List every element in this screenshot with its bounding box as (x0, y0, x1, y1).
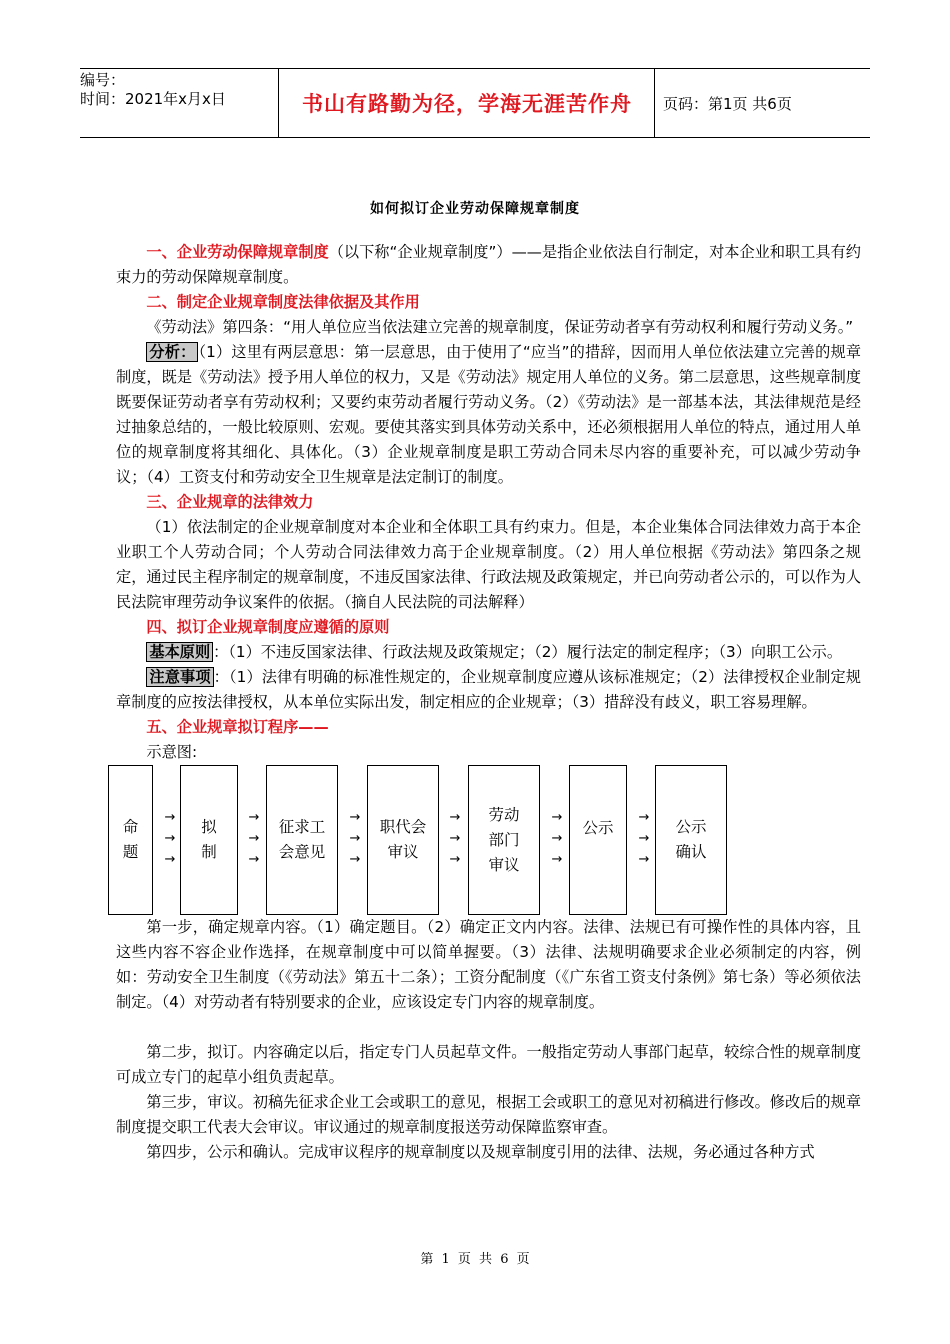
flow-box-7: 公示 确认 (655, 765, 727, 915)
time-label: 时间：2021年x月x日 (80, 90, 226, 108)
analysis-label: 分析： (146, 342, 198, 362)
flow-box-3: 征求工 会意见 (266, 765, 338, 915)
document-title: 如何拟订企业劳动保障规章制度 (370, 201, 580, 217)
section-3-text: （1）依法制定的企业规章制度对本企业和全体职工具有约束力。但是，本企业集体合同法律效力高于本企业职工个人劳动合同；个人劳动合同法律效力高于企业规章制度。（2）用人单位根据《劳动法》第四条之规定，通过民主程序制定的规章制度，不违反国家法律、行政法规及政策规定，并已向劳动者公示的，可以作为人民法院审理劳动争议案件的依据。（摘自人民法院的司法解释） (116, 518, 861, 611)
section-2-analysis (116, 340, 861, 490)
header-table (80, 68, 870, 138)
page-footer: 第 1 页 共 6 页 (420, 1252, 530, 1267)
flow-box-6: 公示 (569, 765, 627, 915)
flow-box-5: 劳动 部门 审议 (468, 765, 540, 915)
section-4-basic (116, 640, 861, 665)
notes-label: 注意事项 (146, 667, 213, 687)
arrow-icon: → → → (551, 810, 563, 867)
page-code: 页码：第1页 共6页 (663, 94, 792, 113)
analysis-text: （1）这里有两层意思：第一层意思，由于使用了“应当”的措辞，因而用人单位依法建立完善的规章制度，既是《劳动法》授予用人单位的权力，又是《劳动法》规定用人单位的义务。第二层意思，这些规章制度既要保证劳动者享有劳动权利；又要约束劳动者履行劳动义务。（2）《劳动法》是一部基本法，其法律规范是经过抽象总结的，一般比较原则、宏观。要使其落实到具体劳动关系中，还必须根据用人单位的特点，通过用人单位的规章制度将其细化、具体化。（3）企业规章制度是职工劳动合同未尽内容的重要补充，可以减少劳动争议；（4）工资支付和劳动安全卫生规章是法定制订的制度。 (116, 343, 862, 486)
basic-principles-label: 基本原则 (146, 642, 213, 662)
document-body (116, 240, 861, 1165)
section-5-heading: 五、企业规章拟订程序—— (146, 718, 329, 736)
flow-box-1: 命 题 (108, 765, 153, 915)
motto: 书山有路勤为径，学海无涯苦作舟 (280, 69, 655, 137)
diagram-label: 示意图: (146, 743, 198, 761)
section-1-text: （以下称“企业规章制度”）——是指企业依法自行制定，对本企业和职工具有约束力的劳动保障规章制度。 (116, 243, 861, 286)
arrow-icon: → → → (248, 810, 260, 867)
flow-box-4: 职代会 审议 (367, 765, 439, 915)
header-info-cell (80, 69, 279, 137)
arrow-icon: → → → (638, 810, 650, 867)
section-4-heading: 四、拟订企业规章制度应遵循的原则 (146, 618, 390, 636)
step-4: 第四步，公示和确认。完成审议程序的规章制度以及规章制度引用的法律、法规，务必通过各种方式 (146, 1143, 815, 1161)
notes-text: ：（1）法律有明确的标准性规定的，企业规章制度应遵从该标准规定；（2）法律授权企业制定规章制度的应按法律授权，从本单位实际出发，制定相应的企业规章；（3）措辞没有歧义，职工容易理解。 (116, 668, 861, 711)
section-1-heading: 一、企业劳动保障规章制度 (146, 243, 329, 261)
arrow-icon: → → → (449, 810, 461, 867)
step-3: 第三步，审议。初稿先征求企业工会或职工的意见，根据工会或职工的意见对初稿进行修改。修改后的规章制度提交职工代表大会审议。审议通过的规章制度报送劳动保障监察审查。 (116, 1093, 861, 1136)
procedure-flow-diagram (116, 765, 861, 925)
section-1 (116, 240, 861, 290)
number-label: 编号： (80, 71, 126, 89)
section-4-note (116, 665, 861, 715)
arrow-icon: → → → (349, 810, 361, 867)
section-2-quote: 《劳动法》第四条：“用人单位应当依法建立完善的规章制度，保证劳动者享有劳动权利和履行劳动义务。” (146, 318, 854, 336)
step-1: 第一步，确定规章内容。（1）确定题目。（2）确定正文内内容。法律、法规已有可操作性的具体内容，且这些内容不容企业作选择，在规章制度中可以简单握要。（3）法律、法规明确要求企业必须制定的内容，例如：劳动安全卫生制度（《劳动法》第五十二条）；工资分配制度（《广东省工资支付条例》第七条）等必须依法制定。（4）对劳动者有特别要求的企业，应该设定专门内容的规章制度。 (116, 918, 861, 1011)
arrow-icon: → → → (164, 810, 176, 867)
section-3-heading: 三、企业规章的法律效力 (146, 493, 314, 511)
step-2: 第二步，拟订。内容确定以后，指定专门人员起草文件。一般指定劳动人事部门起草，较综合性的规章制度可成立专门的起草小组负责起草。 (116, 1043, 861, 1086)
flow-box-2: 拟 制 (180, 765, 238, 915)
section-2-heading: 二、制定企业规章制度法律依据及其作用 (146, 293, 420, 311)
basic-principles-text: ：（1）不违反国家法律、行政法规及政策规定；（2）履行法定的制定程序；（3）向职工公示。 (213, 643, 843, 661)
